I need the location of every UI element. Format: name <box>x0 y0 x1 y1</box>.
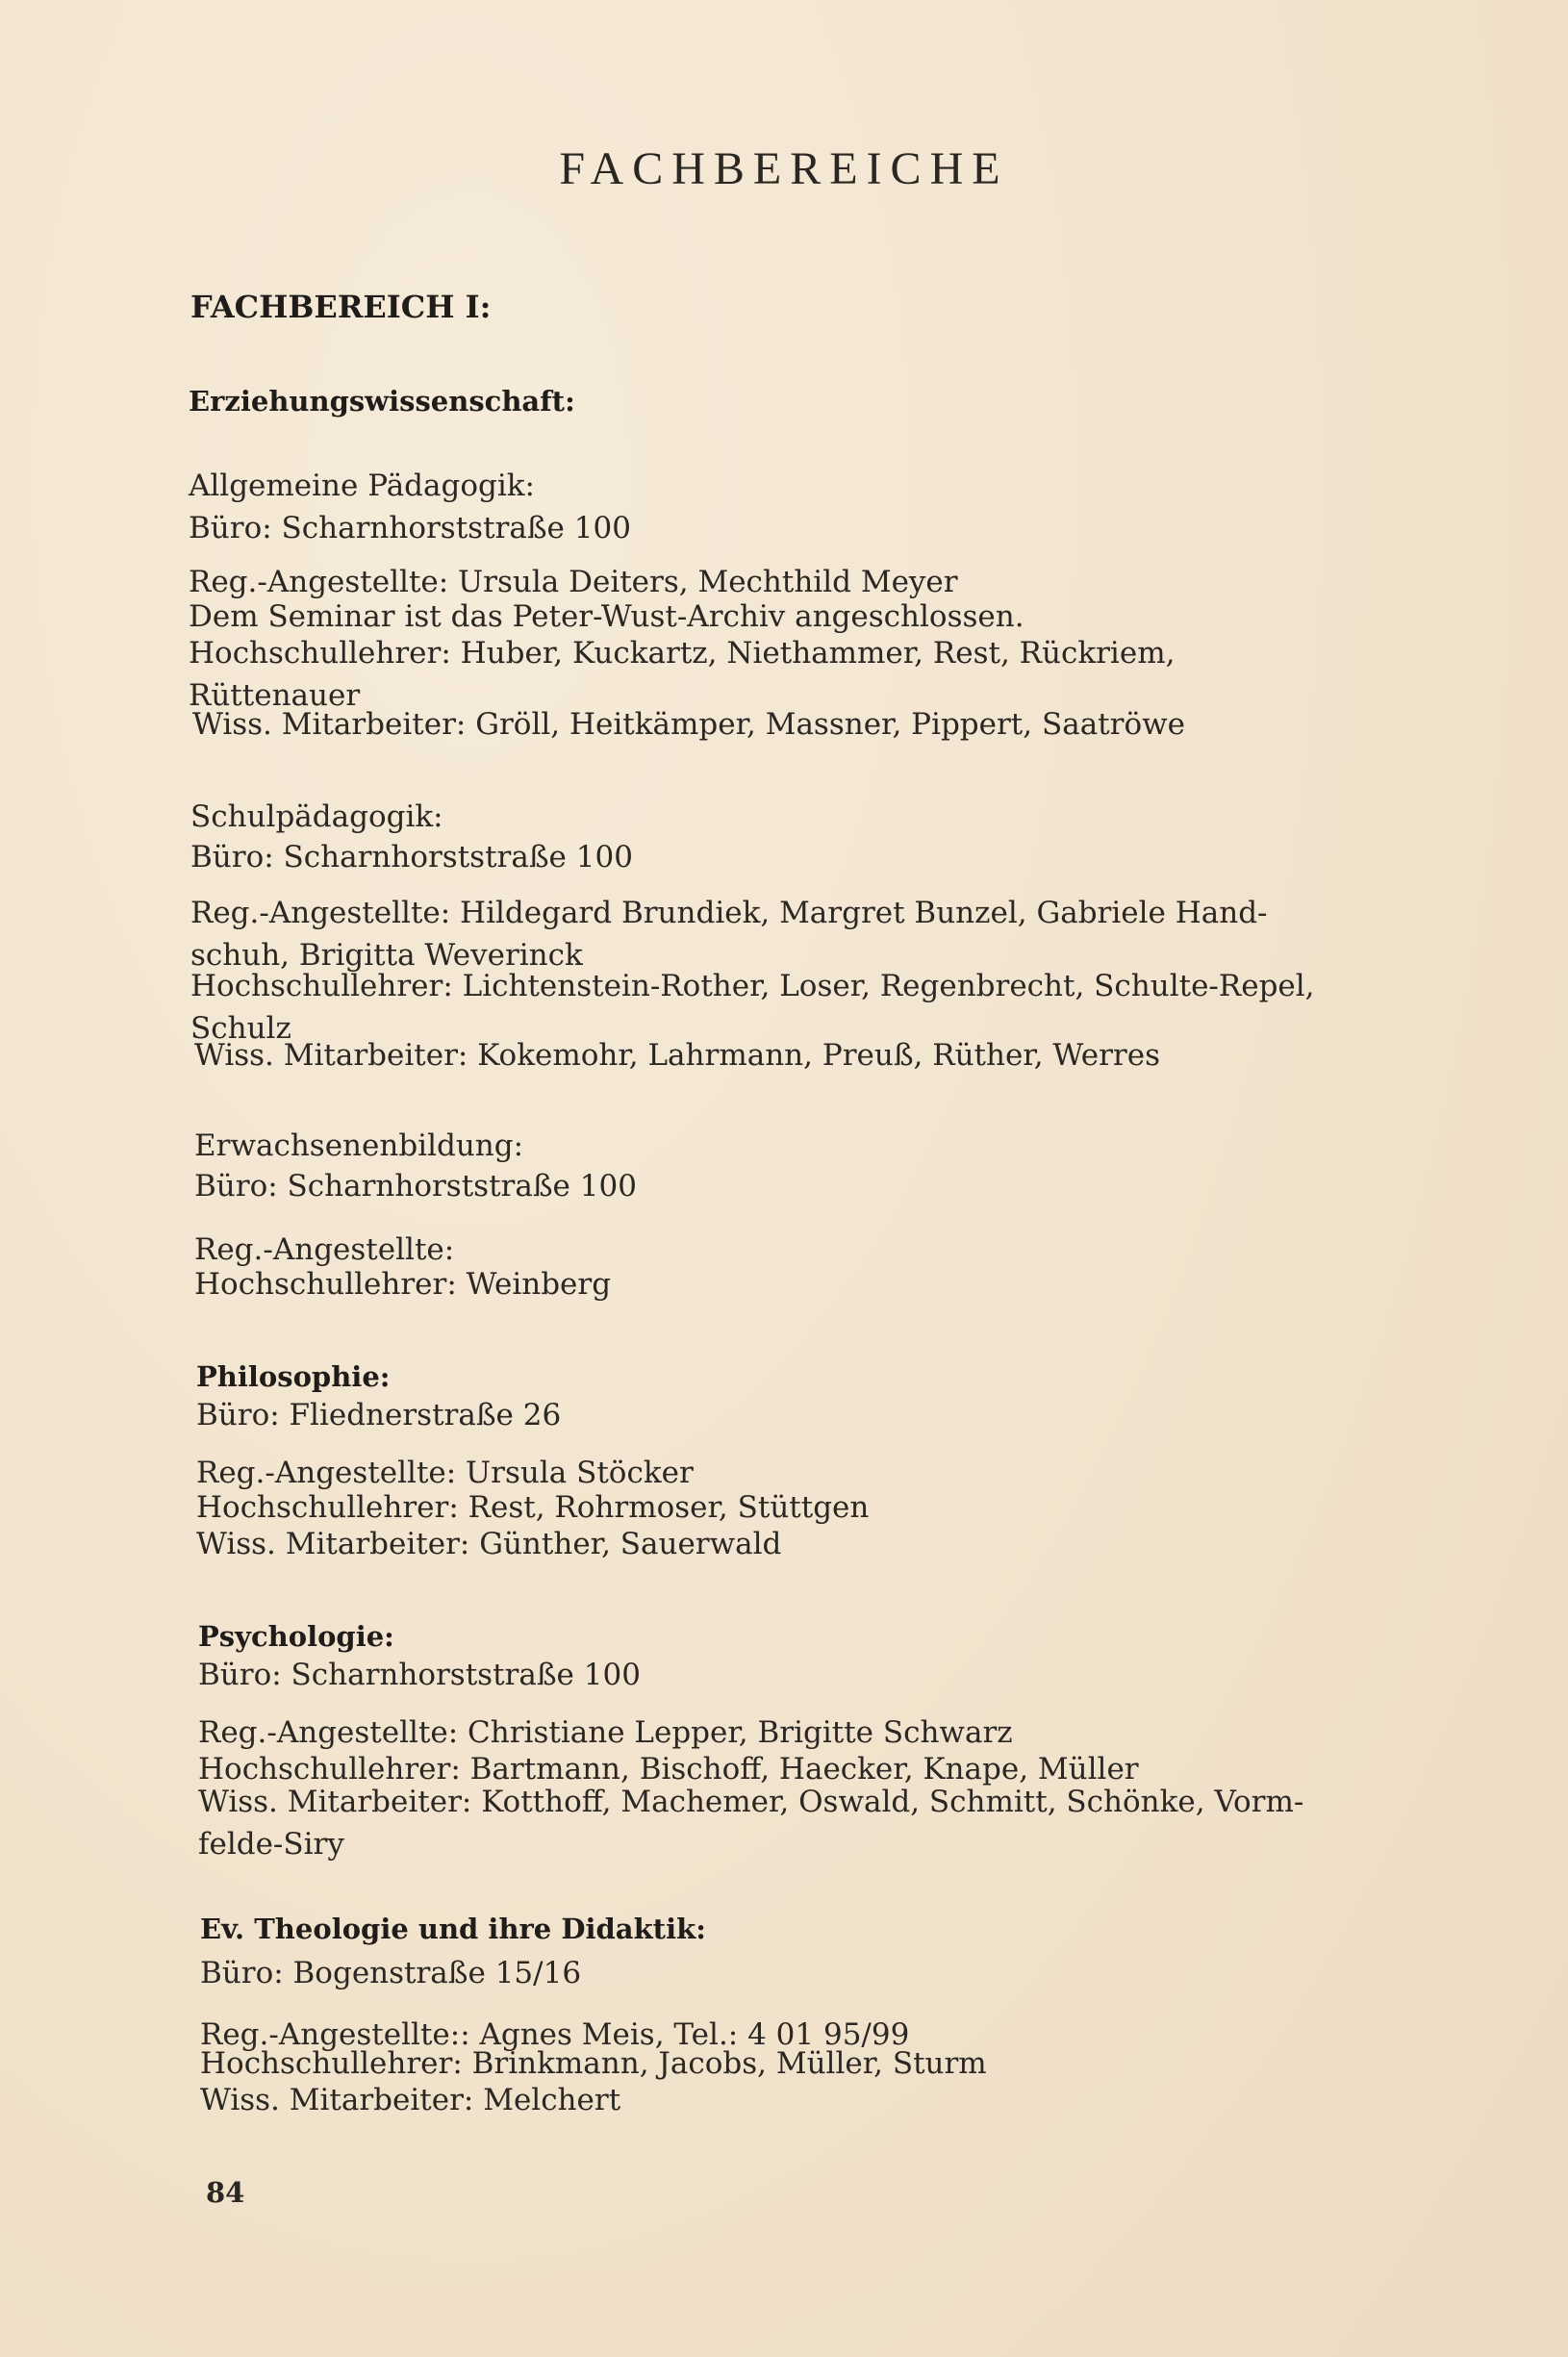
staff-line: Wiss. Mitarbeiter: Kotthoff, Machemer, Oswald, Schmitt, Schönke, Vorm- <box>198 1785 1304 1819</box>
staff-line-cont: felde-Siry <box>198 1827 344 1862</box>
office-address: Büro: Scharnhorststraße 100 <box>198 1658 641 1692</box>
section-heading-fachbereich: FACHBEREICH I: <box>190 289 492 325</box>
professors-line: Hochschullehrer: Huber, Kuckartz, Niethammer, Rest, Rückriem, <box>189 636 1176 671</box>
professors-line-cont: Rüttenauer <box>189 678 361 713</box>
page-title: FACHBEREICHE <box>559 143 1009 194</box>
office-address: Büro: Scharnhorststraße 100 <box>190 840 633 874</box>
staff-line: Wiss. Mitarbeiter: Gröll, Heitkämper, Massner, Pippert, Saatröwe <box>192 707 1185 742</box>
subheading-erwachsenenbildung: Erwachsenenbildung: <box>194 1128 524 1163</box>
subheading-allgemeine-paedagogik: Allgemeine Pädagogik: <box>189 469 535 503</box>
staff-line: Wiss. Mitarbeiter: Günther, Sauerwald <box>196 1527 782 1561</box>
staff-line: Reg.-Angestellte:: Agnes Meis, Tel.: 4 01 95/99 <box>200 2017 910 2052</box>
professors-line: Hochschullehrer: Brinkmann, Jacobs, Müller, Sturm <box>200 2046 987 2081</box>
office-address: Büro: Fliednerstraße 26 <box>196 1398 562 1432</box>
staff-line: Reg.-Angestellte: Hildegard Brundiek, Margret Bunzel, Gabriele Hand- <box>190 896 1268 930</box>
staff-line: Reg.-Angestellte: Christiane Lepper, Brigitte Schwarz <box>198 1715 1013 1750</box>
office-address: Büro: Scharnhorststraße 100 <box>189 511 631 545</box>
staff-line: Reg.-Angestellte: Ursula Stöcker <box>196 1456 694 1490</box>
heading-ev-theologie: Ev. Theologie und ihre Didaktik: <box>200 1913 706 1945</box>
heading-erziehungswissenschaft: Erziehungswissenschaft: <box>189 385 575 418</box>
professors-line: Hochschullehrer: Bartmann, Bischoff, Haecker, Knape, Müller <box>198 1752 1139 1787</box>
professors-line-cont: Schulz <box>190 1011 291 1046</box>
page-number: 84 <box>206 2176 245 2209</box>
office-address: Büro: Scharnhorststraße 100 <box>194 1169 637 1204</box>
office-address: Büro: Bogenstraße 15/16 <box>200 1956 582 1990</box>
staff-line: Reg.-Angestellte: Ursula Deiters, Mechthild Meyer <box>189 565 958 599</box>
heading-psychologie: Psychologie: <box>198 1620 394 1653</box>
note-line: Dem Seminar ist das Peter-Wust-Archiv angeschlossen. <box>189 599 1024 634</box>
staff-line: Wiss. Mitarbeiter: Kokemohr, Lahrmann, Preuß, Rüther, Werres <box>194 1038 1161 1073</box>
staff-line-cont: schuh, Brigitta Weverinck <box>190 938 583 973</box>
staff-line: Wiss. Mitarbeiter: Melchert <box>200 2083 621 2117</box>
professors-line: Hochschullehrer: Lichtenstein-Rother, Loser, Regenbrecht, Schulte-Repel, <box>190 969 1315 1003</box>
professors-line: Hochschullehrer: Rest, Rohrmoser, Stüttgen <box>196 1490 870 1525</box>
subheading-schulpaedagogik: Schulpädagogik: <box>190 799 443 834</box>
staff-line: Reg.-Angestellte: <box>194 1232 455 1267</box>
professors-line: Hochschullehrer: Weinberg <box>194 1267 612 1302</box>
heading-philosophie: Philosophie: <box>196 1360 391 1393</box>
